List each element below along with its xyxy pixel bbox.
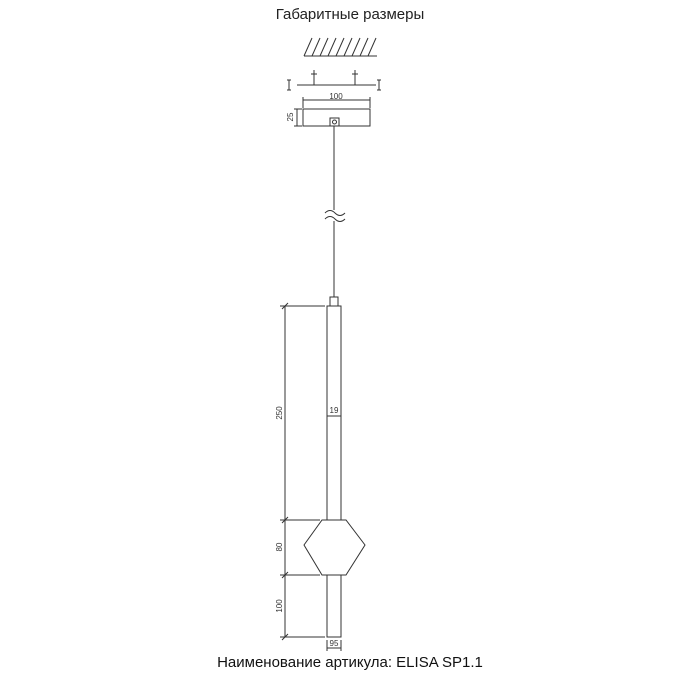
ceiling-hatch [304,38,377,56]
bottom-length-label: 100 [275,599,284,613]
shade-width-label: 95 [329,639,339,648]
cable-clamp [330,118,339,126]
tube-width-label: 19 [329,406,339,415]
shade-height-label: 80 [275,542,284,552]
article-name: Наименование артикула: ELISA SP1.1 [217,654,483,671]
glass-shade [304,520,365,575]
tube-lower [327,575,341,637]
vertical-dimension-line [280,303,325,640]
tube-length-label: 250 [275,406,284,420]
cable-holder [330,297,338,306]
mounting-bracket [287,70,381,90]
canopy-height-label: 25 [286,112,295,122]
suspension-cable [325,126,345,297]
canopy-width-label: 100 [329,92,343,101]
drawing-title: Габаритные размеры [275,6,425,23]
canopy-height-dimension [294,109,302,126]
